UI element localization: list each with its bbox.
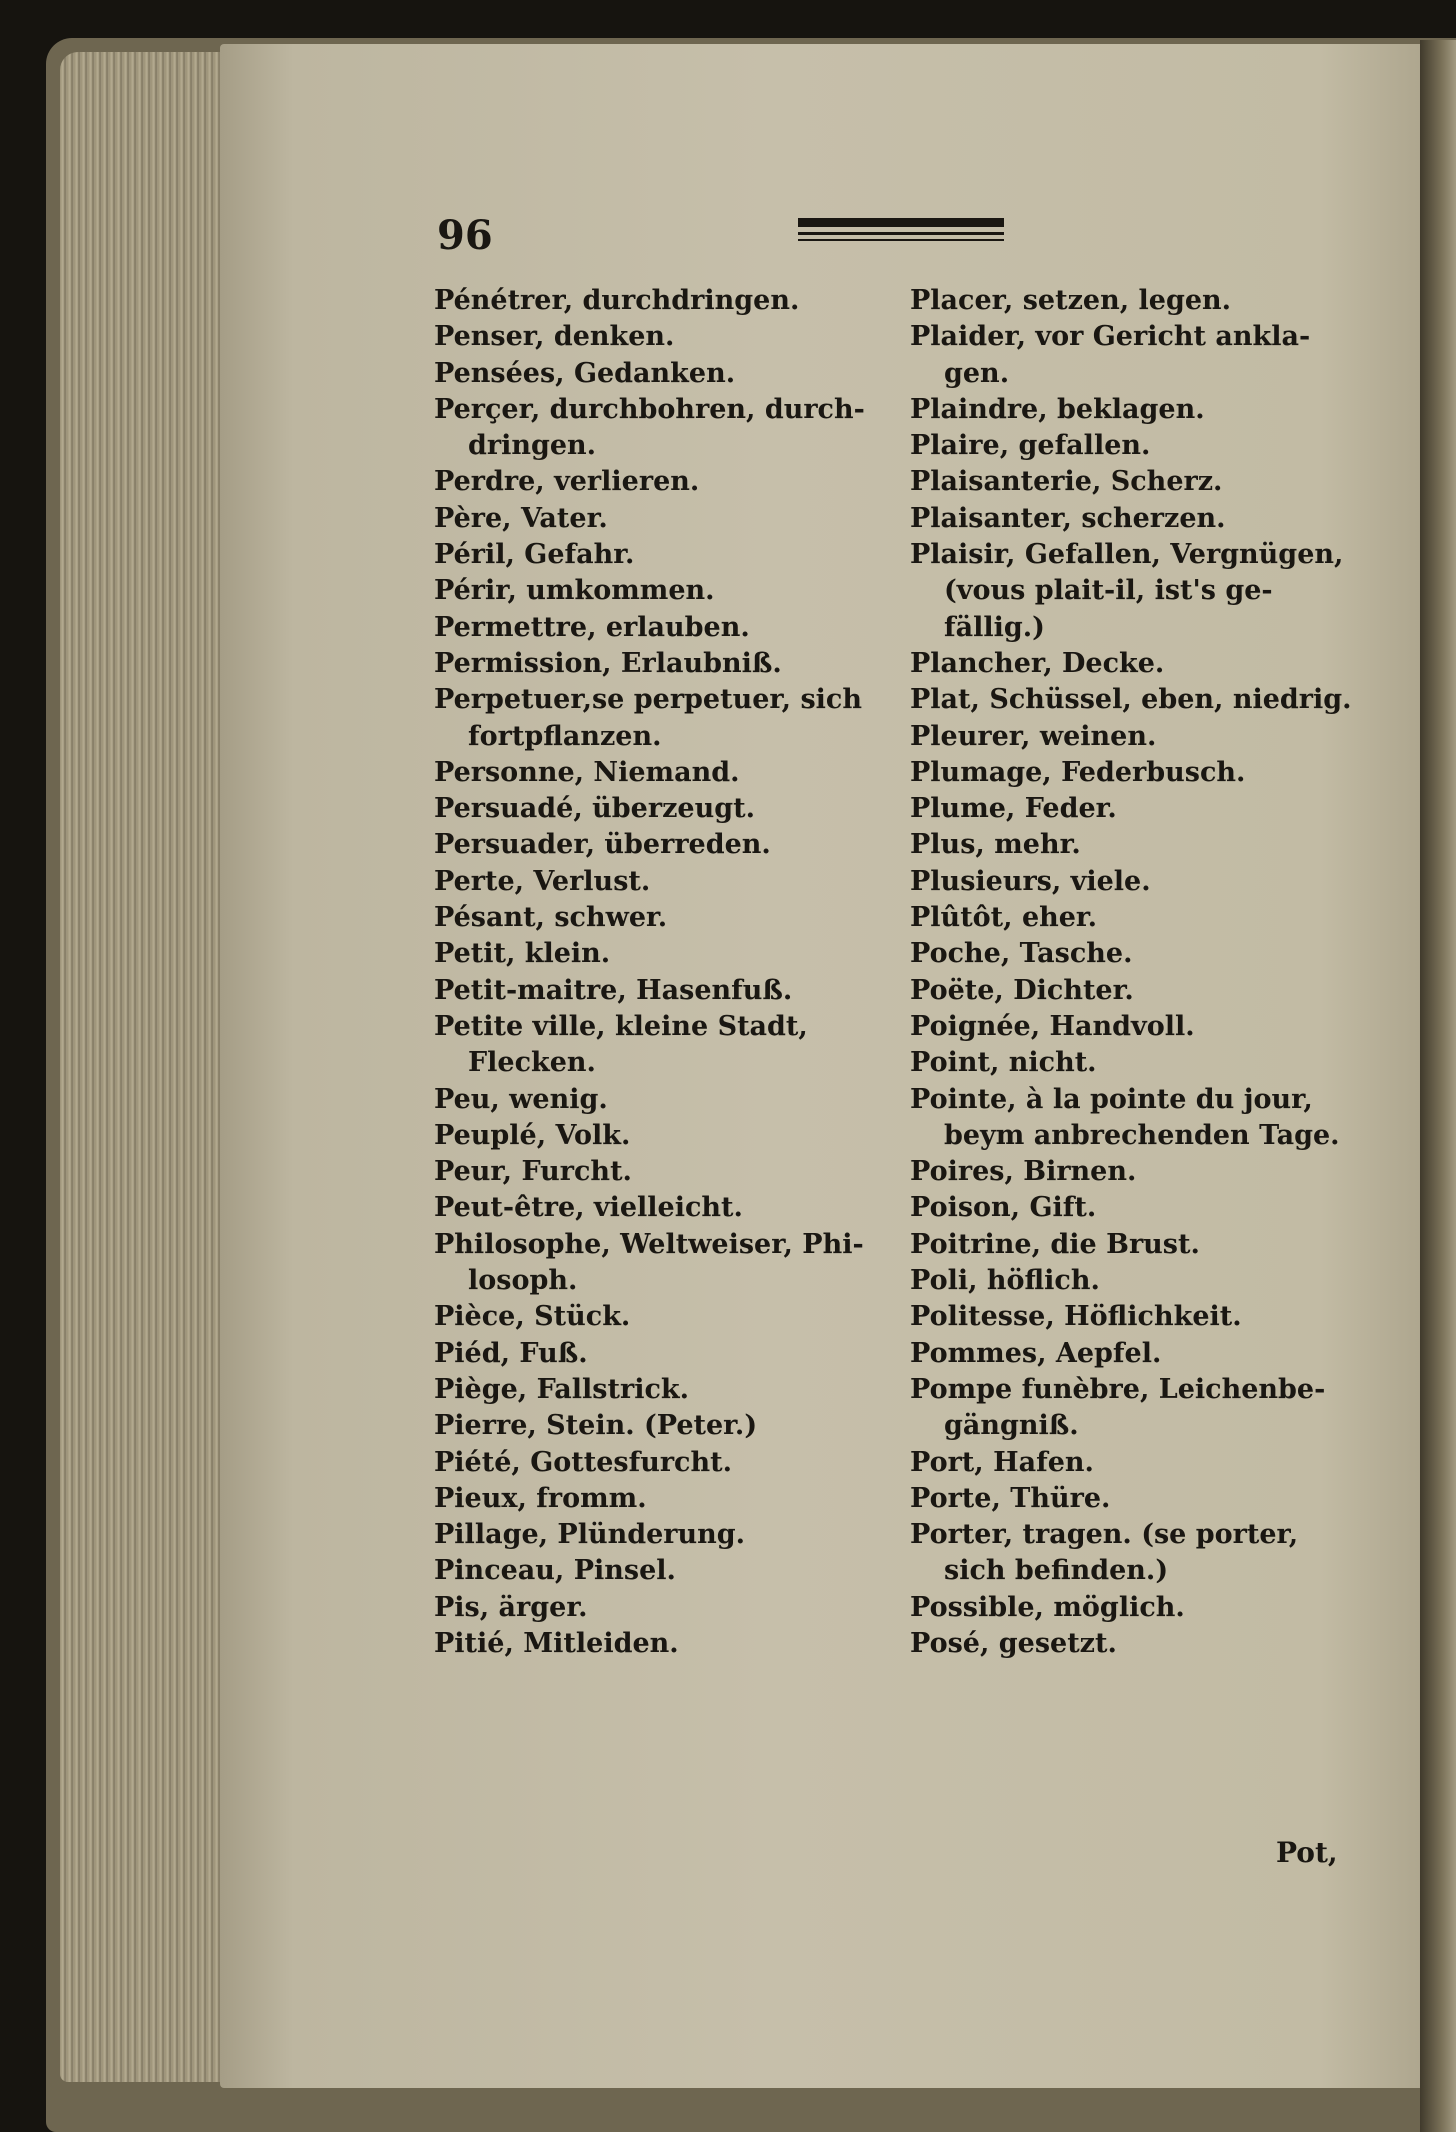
dictionary-entry: Plume, Feder. [910, 793, 1117, 825]
dictionary-entry: Plancher, Decke. [910, 647, 1165, 679]
dictionary-entry-continuation: sich befinden.) [944, 1555, 1169, 1587]
dictionary-entry: Peuplé, Volk. [434, 1119, 631, 1151]
dictionary-entry: Plaider, vor Gericht ankla- [910, 321, 1311, 353]
dictionary-entry-continuation: gängniß. [944, 1410, 1079, 1442]
dictionary-entry: Poli, höflich. [910, 1265, 1100, 1297]
catchword: Pot, [1276, 1836, 1338, 1869]
dictionary-entry: Pointe, à la pointe du jour, [910, 1083, 1313, 1115]
dictionary-entry-continuation: gen. [944, 357, 1010, 389]
dictionary-entry: Piété, Gottesfurcht. [434, 1446, 732, 1478]
dictionary-entry: Perte, Verlust. [434, 865, 651, 897]
dictionary-entry: Plaire, gefallen. [910, 430, 1151, 462]
dictionary-entry: Poitrine, die Brust. [910, 1228, 1200, 1260]
dictionary-entry: Poëte, Dichter. [910, 974, 1134, 1006]
dictionary-entry: Peut-être, vielleicht. [434, 1192, 743, 1224]
dictionary-entry: Persuader, überreden. [434, 829, 771, 861]
dictionary-entry: Plus, mehr. [910, 829, 1081, 861]
dictionary-entry: Philosophe, Weltweiser, Phi- [434, 1228, 864, 1260]
dictionary-entry: Peur, Furcht. [434, 1156, 632, 1188]
dictionary-entry-continuation: fällig.) [944, 611, 1045, 643]
dictionary-entry: Plusieurs, viele. [910, 865, 1151, 897]
dictionary-entry-continuation: (vous plait-il, ist's ge- [944, 575, 1273, 607]
dictionary-entry: Perçer, durchbohren, durch- [434, 393, 865, 425]
dictionary-entry: Personne, Niemand. [434, 756, 740, 788]
dictionary-entry: Persuadé, überzeugt. [434, 793, 755, 825]
dictionary-entry: Politesse, Höflichkeit. [910, 1301, 1242, 1333]
dictionary-entry: Pensées, Gedanken. [434, 357, 736, 389]
dictionary-entry: Penser, denken. [434, 321, 675, 353]
dictionary-entry: Port, Hafen. [910, 1446, 1094, 1478]
dictionary-entry: Point, nicht. [910, 1047, 1097, 1079]
dictionary-entry-continuation: beym anbrechenden Tage. [944, 1119, 1340, 1151]
dictionary-entry: Plat, Schüssel, eben, niedrig. [910, 684, 1352, 716]
dictionary-entry: Possible, möglich. [910, 1591, 1185, 1623]
dictionary-entry: Permettre, erlauben. [434, 611, 750, 643]
dictionary-entry: Pieux, fromm. [434, 1482, 647, 1514]
dictionary-entry: Pompe funèbre, Leichenbe- [910, 1373, 1326, 1405]
dictionary-entry: Placer, setzen, legen. [910, 285, 1232, 316]
dictionary-entry: Pénétrer, durchdringen. [434, 285, 800, 316]
page-edges [60, 52, 240, 2082]
dictionary-entry-continuation: Flecken. [468, 1047, 596, 1079]
dictionary-entry: Plaisir, Gefallen, Vergnügen, [910, 539, 1344, 571]
book-gutter [1420, 40, 1456, 2132]
dictionary-entry: Poison, Gift. [910, 1192, 1097, 1224]
dictionary-entry: Porter, tragen. (se porter, [910, 1519, 1299, 1551]
dictionary-entry: Pièce, Stück. [434, 1301, 631, 1333]
dictionary-entry: Petite ville, kleine Stadt, [434, 1010, 808, 1042]
header-rule-thick [798, 218, 1004, 227]
dictionary-entry: Piéd, Fuß. [434, 1337, 588, 1369]
dictionary-entry: Pierre, Stein. (Peter.) [434, 1410, 758, 1442]
dictionary-entry: Petit-maitre, Hasenfuß. [434, 974, 793, 1006]
header-rule-thin [798, 239, 1004, 241]
dictionary-entry: Pis, ärger. [434, 1591, 588, 1623]
dictionary-entry: Plaisanter, scherzen. [910, 502, 1226, 534]
dictionary-entry: Pommes, Aepfel. [910, 1337, 1162, 1369]
dictionary-entry: Péril, Gefahr. [434, 539, 635, 571]
dictionary-entry-continuation: fortpflanzen. [468, 720, 662, 752]
dictionary-entry: Piège, Fallstrick. [434, 1373, 689, 1405]
dictionary-entry: Pinceau, Pinsel. [434, 1555, 676, 1587]
dictionary-entry: Porte, Thüre. [910, 1482, 1111, 1514]
dictionary-entry: Petit, klein. [434, 938, 611, 970]
page-number: 96 [437, 212, 493, 259]
dictionary-entry: Périr, umkommen. [434, 575, 715, 607]
dictionary-entry: Poires, Birnen. [910, 1156, 1137, 1188]
dictionary-entry: Perpetuer,se perpetuer, sich [434, 684, 862, 716]
dictionary-entry: Permission, Erlaubniß. [434, 647, 782, 679]
dictionary-entry: Pleurer, weinen. [910, 720, 1157, 752]
dictionary-entry: Plûtôt, eher. [910, 902, 1098, 934]
dictionary-entry: Plaindre, beklagen. [910, 393, 1205, 425]
right-column [910, 283, 1350, 1662]
dictionary-entry: Plaisanterie, Scherz. [910, 466, 1223, 498]
dictionary-entry: Père, Vater. [434, 502, 608, 534]
dictionary-entry: Pésant, schwer. [434, 902, 668, 934]
dictionary-entry: Perdre, verlieren. [434, 466, 700, 498]
left-column [434, 283, 882, 1662]
dictionary-entry: Poche, Tasche. [910, 938, 1133, 970]
dictionary-entry: Posé, gesetzt. [910, 1627, 1117, 1659]
dictionary-entry-continuation: losoph. [468, 1265, 578, 1297]
dictionary-entry: Plumage, Federbusch. [910, 756, 1246, 788]
header-rule-middle [798, 232, 1004, 235]
dictionary-entry: Pillage, Plünderung. [434, 1519, 746, 1551]
dictionary-entry: Peu, wenig. [434, 1083, 608, 1115]
dictionary-entry: Pitié, Mitleiden. [434, 1627, 679, 1659]
dictionary-entry-continuation: dringen. [468, 430, 597, 462]
dictionary-entry: Poignée, Handvoll. [910, 1010, 1195, 1042]
